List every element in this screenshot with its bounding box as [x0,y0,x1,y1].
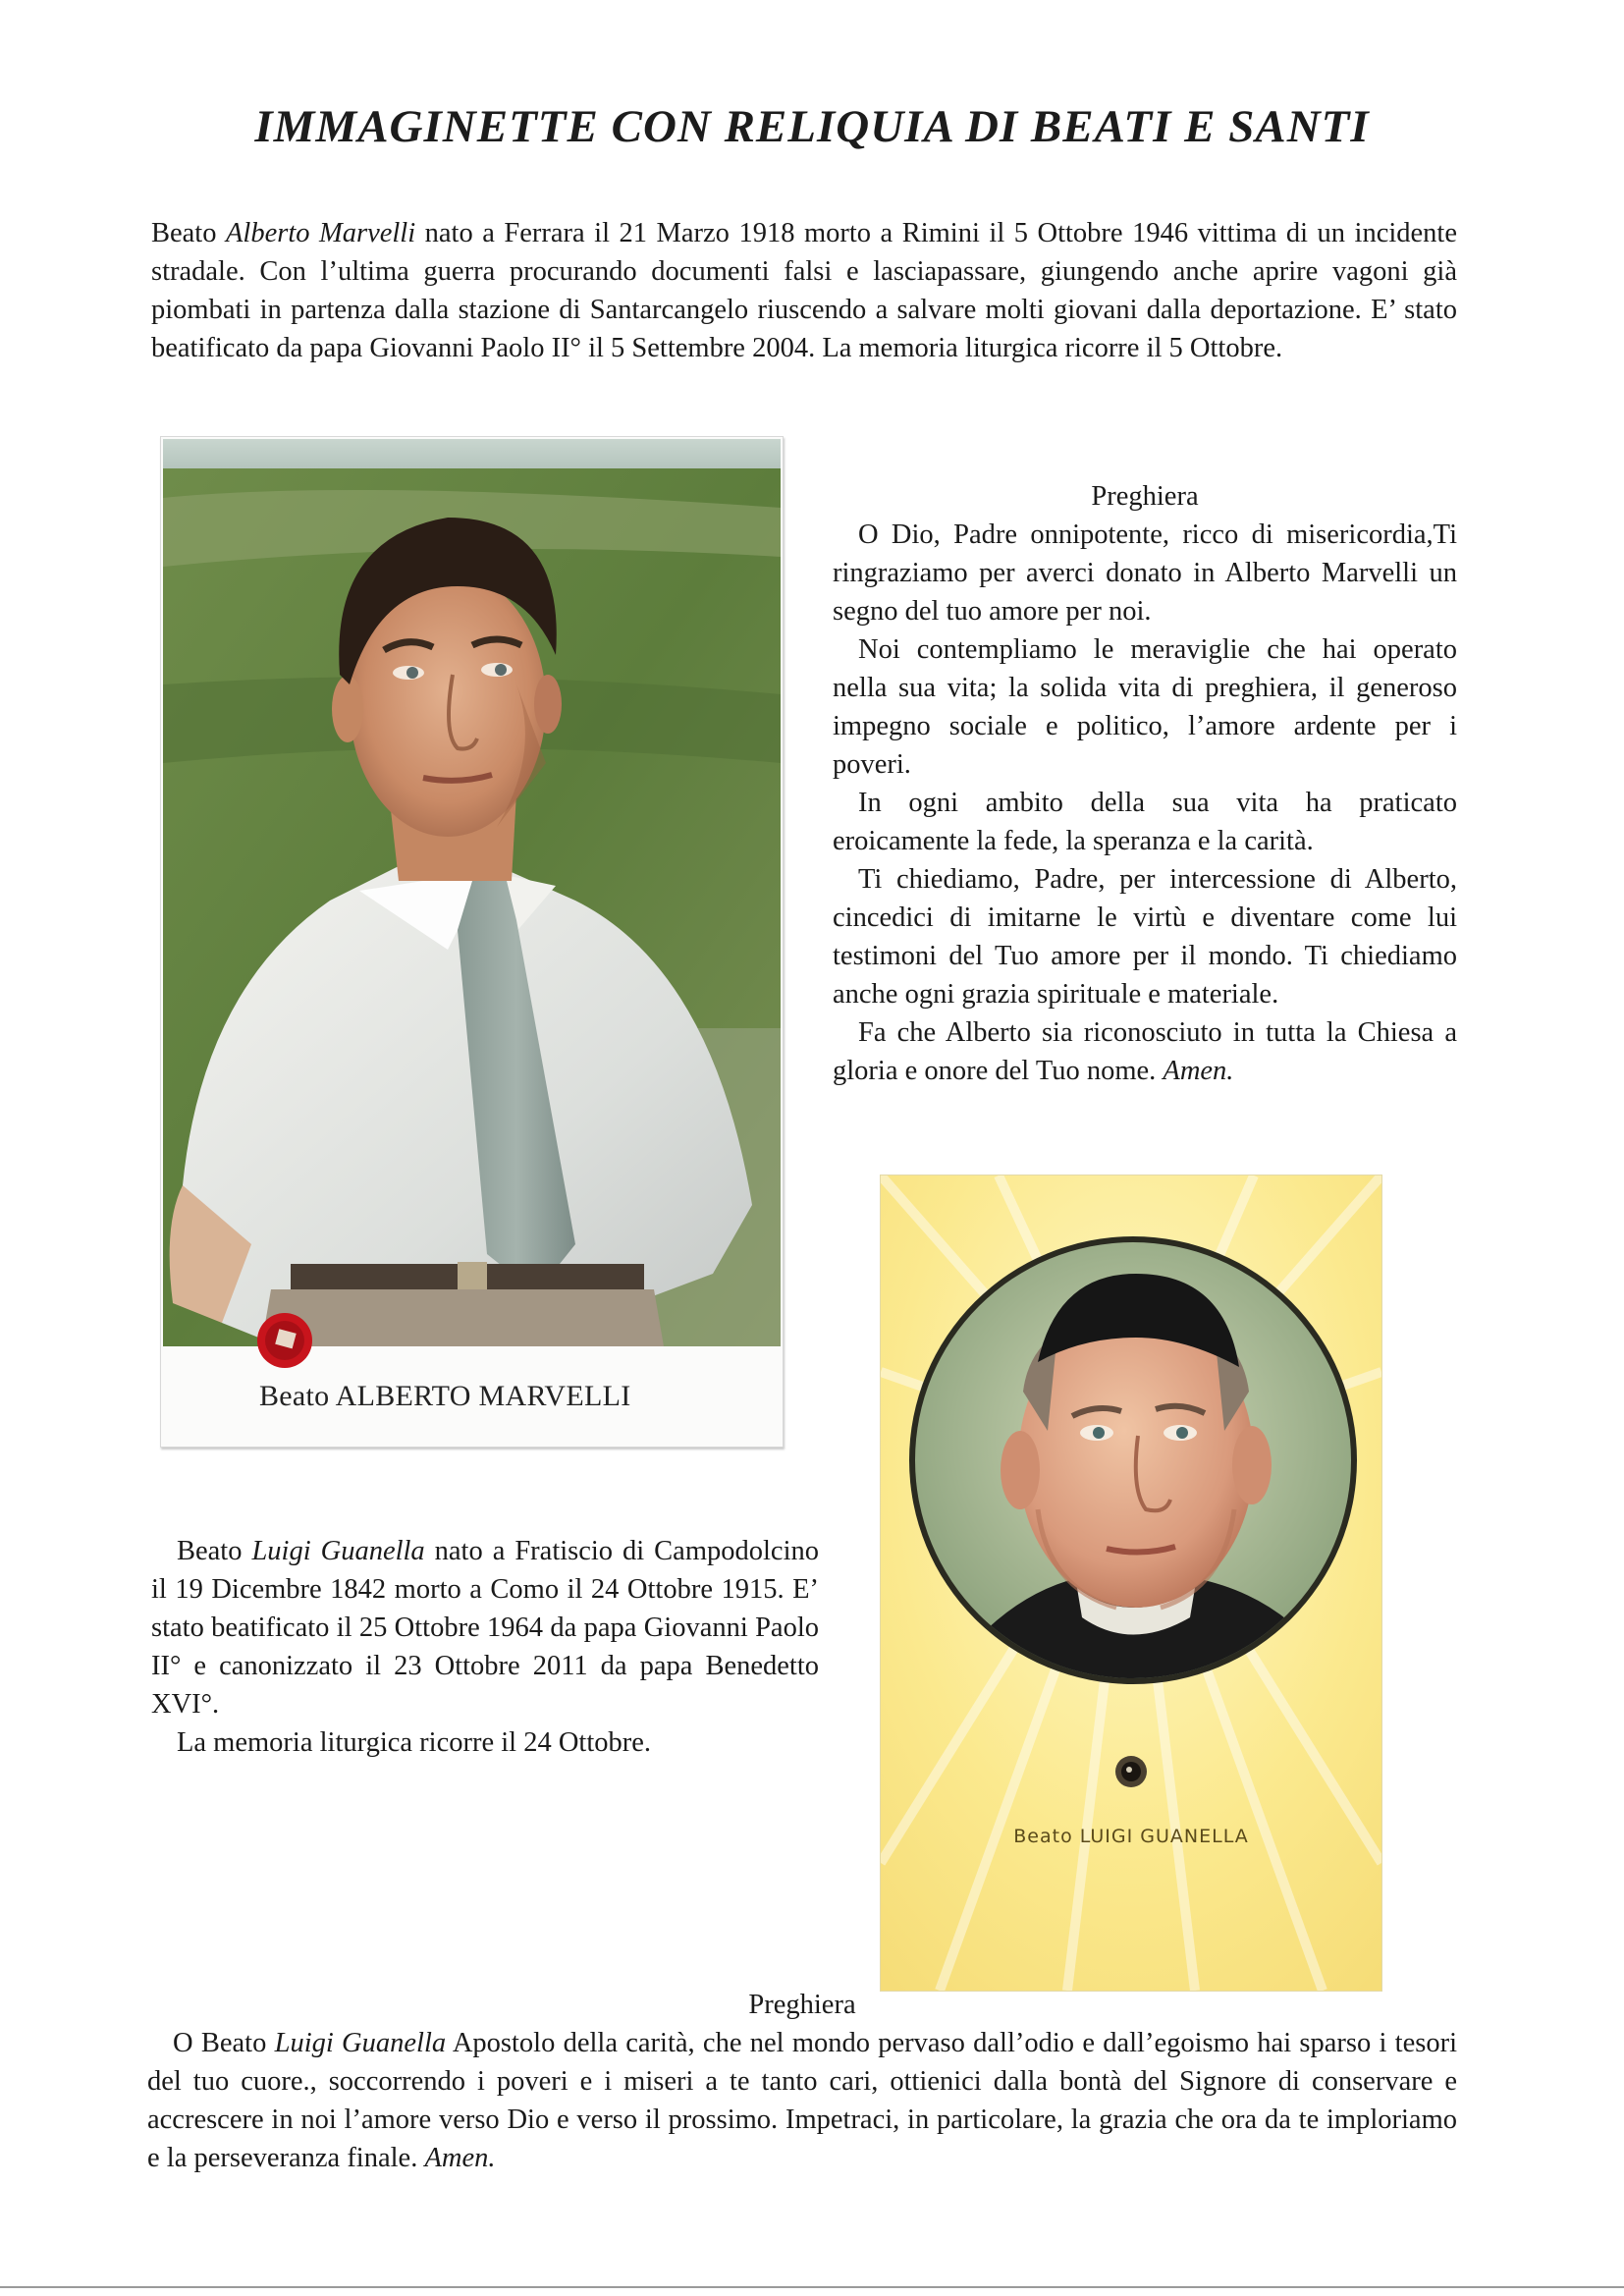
card-caption: Beato ALBERTO MARVELLI [259,1380,631,1412]
page-bottom-edge [0,2286,1624,2288]
saint-name: Luigi Guanella [274,2028,447,2058]
amen: Amen. [424,2143,496,2173]
intro-paragraph [151,1532,819,1723]
intro-memoria: La memoria liturgica ricorre il 24 Ottobre. [177,1727,652,1758]
prayer-heading: Preghiera [1091,481,1199,512]
marvelli-prayer [833,477,1457,1090]
relic-hole-icon [1114,1755,1148,1788]
prayer-heading: Preghiera [748,1990,856,2020]
portrait-illustration [163,439,781,1346]
intro-text: nato a Fratiscio di Campodolcino il 19 Dicembre 1842 morto a Como il 24 Ottobre 1915. E’ stato beatificato il 25 Ottobre 1964 da papa Giovanni Paolo II° e canonizzato il 23 Ottobre 2011 da papa Benedetto XVI°. [151,1536,819,1720]
card-caption: Beato LUIGI GUANELLA [1013,1826,1249,1847]
holy-card-marvelli [160,436,784,1448]
prayer-paragraph: O Dio, Padre onnipotente, ricco di misericordia,Ti ringraziamo per averci donato in Alberto Marvelli un segno del tuo amore per noi. [833,519,1457,627]
prayer-paragraph: In ogni ambito della sua vita ha praticato eroicamente la fede, la speranza e la carità. [833,788,1457,856]
prayer-paragraph: Noi contempliamo le meraviglie che hai operato nella sua vita; la solida vita di preghiera, il generoso impegno sociale e politico, l’amore ardente per i poveri. [833,634,1457,780]
relic-seal-icon [255,1311,314,1370]
page-title: IMMAGINETTE CON RELIQUIA DI BEATI E SANTI [254,101,1370,152]
saint-name: Alberto Marvelli [226,218,416,248]
prayer-paragraph [147,2024,1457,2177]
holy-card-guanella [880,1175,1382,1992]
prayer-paragraph-last [833,1013,1457,1090]
prayer-text: Fa che Alberto sia riconosciuto in tutta la Chiesa a gloria e onore del Tuo nome. [833,1017,1457,1086]
marvelli-portrait [163,439,781,1346]
prayer-prefix: O Beato [173,2028,275,2058]
card-illustration [881,1175,1381,1991]
amen: Amen. [1163,1056,1234,1086]
intro-prefix: Beato [177,1536,252,1566]
saint-name: Luigi Guanella [251,1536,425,1566]
guanella-prayer [147,1986,1457,2177]
marvelli-intro [151,214,1457,367]
prayer-paragraph: Ti chiediamo, Padre, per intercessione di Alberto, cincedici di imitarne le virtù e diventare come lui testimoni del Tuo amore per il mondo. Ti chiediamo anche ogni grazia spirituale e materiale. [833,864,1457,1010]
prayer-text: Apostolo della carità, che nel mondo pervaso dall’odio e dall’egoismo hai sparso i tesori del tuo cuore., soccorrendo i poveri e i miseri a te tanto cari, ottienici dalla bontà del Signore di conservare e accrescere in noi l’amore verso Dio e verso il prossimo. Impetraci, in particolare, la grazia che ora da te imploriamo e la perseveranza finale. [147,2028,1457,2173]
intro-prefix: Beato [151,218,226,248]
guanella-intro [151,1532,819,1762]
intro-text: nato a Ferrara il 21 Marzo 1918 morto a Rimini il 5 Ottobre 1946 vittima di un incidente stradale. Con l’ultima guerra procurando documenti falsi e lasciapassare, giungendo anche aprire vagoni già piombati in partenza dalla stazione di Santarcangelo riuscendo a salvare molti giovani dalla deportazione. E’ stato beatificato da papa Giovanni Paolo II° il 5 Settembre 2004. La memoria liturgica ricorre il 5 Ottobre. [151,218,1458,363]
